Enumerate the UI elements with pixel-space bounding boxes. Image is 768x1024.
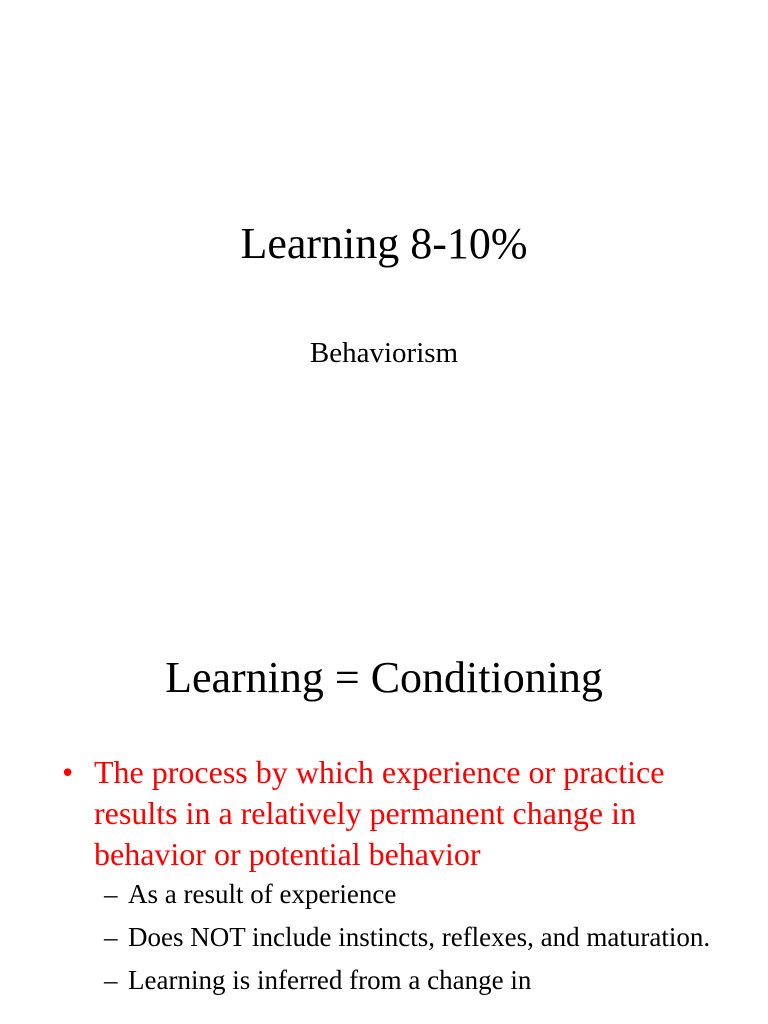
bullet-marker: • [62, 754, 74, 790]
sub-bullet-item [104, 963, 742, 998]
sub-bullet-list [104, 877, 742, 998]
slide-definition-heading: Learning = Conditioning [165, 653, 603, 702]
sub-bullet-item [104, 877, 742, 912]
bullet-text: The process by which experience or practice results in a relatively permanent change in behavior or potential behavior [94, 754, 665, 872]
sub-bullet-text: As a result of experience [128, 879, 397, 909]
slide-title-heading: Learning 8-10% [240, 219, 528, 268]
sub-bullet-text: Does NOT include instincts, reflexes, and maturation. [128, 922, 711, 952]
slide-subtitle: Behaviorism [309, 337, 459, 369]
sub-bullet-marker: – [104, 965, 118, 995]
bullet-item [62, 752, 742, 875]
slide-definition [0, 576, 768, 1024]
bullet-list [62, 752, 742, 1006]
sub-bullet-marker: – [104, 922, 118, 952]
sub-bullet-item [104, 920, 742, 955]
sub-bullet-marker: – [104, 879, 118, 909]
sub-bullet-text: Learning is inferred from a change in [128, 965, 532, 995]
